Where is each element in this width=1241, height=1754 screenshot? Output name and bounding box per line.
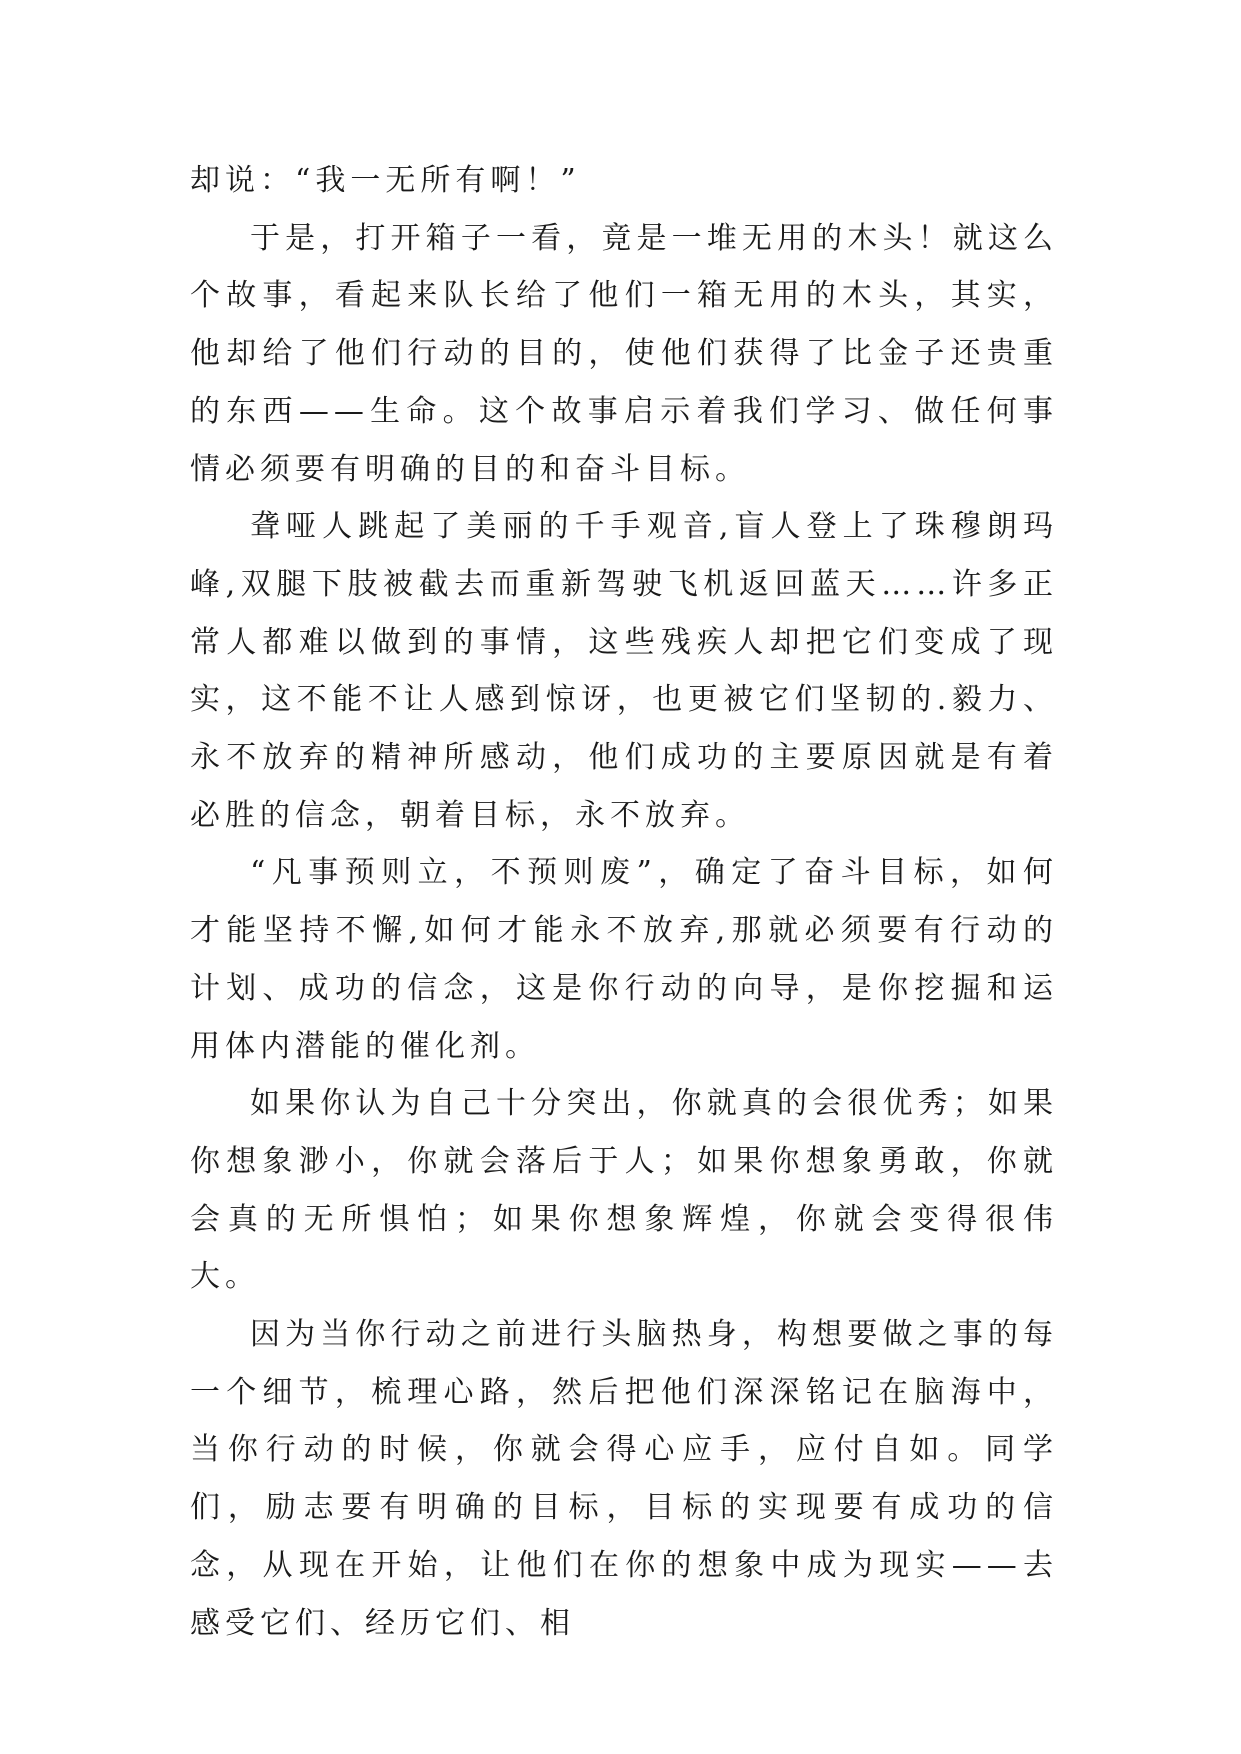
document-body <box>190 152 1058 1652</box>
paragraph-1: 却说：“我一无所有啊！” <box>190 163 581 198</box>
paragraph-5: 如果你认为自己十分突出，你就真的会很优秀；如果你想象渺小，你就会落后于人；如果你想象勇敢，你就会真的无所惧怕；如果你想象辉煌，你就会变得很伟大。 <box>190 1086 1058 1295</box>
paragraph-2: 于是，打开箱子一看，竟是一堆无用的木头！就这么个故事，看起来队长给了他们一箱无用的木头，其实，他却给了他们行动的目的，使他们获得了比金子还贵重的东西——生命。这个故事启示着我们学习、做任何事情必须要有明确的目的和奋斗目标。 <box>190 220 1058 487</box>
paragraph-6: 因为当你行动之前进行头脑热身，构想要做之事的每一个细节，梳理心路，然后把他们深深铭记在脑海中，当你行动的时候，你就会得心应手，应付自如。同学们，励志要有明确的目标，目标的实现要有成功的信念，从现在开始，让他们在你的想象中成为现实——去感受它们、经历它们、相 <box>190 1317 1058 1641</box>
paragraph-3: 聋哑人跳起了美丽的千手观音,盲人登上了珠穆朗玛峰,双腿下肢被截去而重新驾驶飞机返回蓝天……许多正常人都难以做到的事情，这些残疾人却把它们变成了现实，这不能不让人感到惊讶，也更被它们坚韧的.毅力、永不放弃的精神所感动，他们成功的主要原因就是有着必胜的信念，朝着目标，永不放弃。 <box>190 509 1058 833</box>
paragraph-4: “凡事预则立，不预则废”，确定了奋斗目标，如何才能坚持不懈,如何才能永不放弃,那就必须要有行动的计划、成功的信念，这是你行动的向导，是你挖掘和运用体内潜能的催化剂。 <box>190 855 1058 1064</box>
